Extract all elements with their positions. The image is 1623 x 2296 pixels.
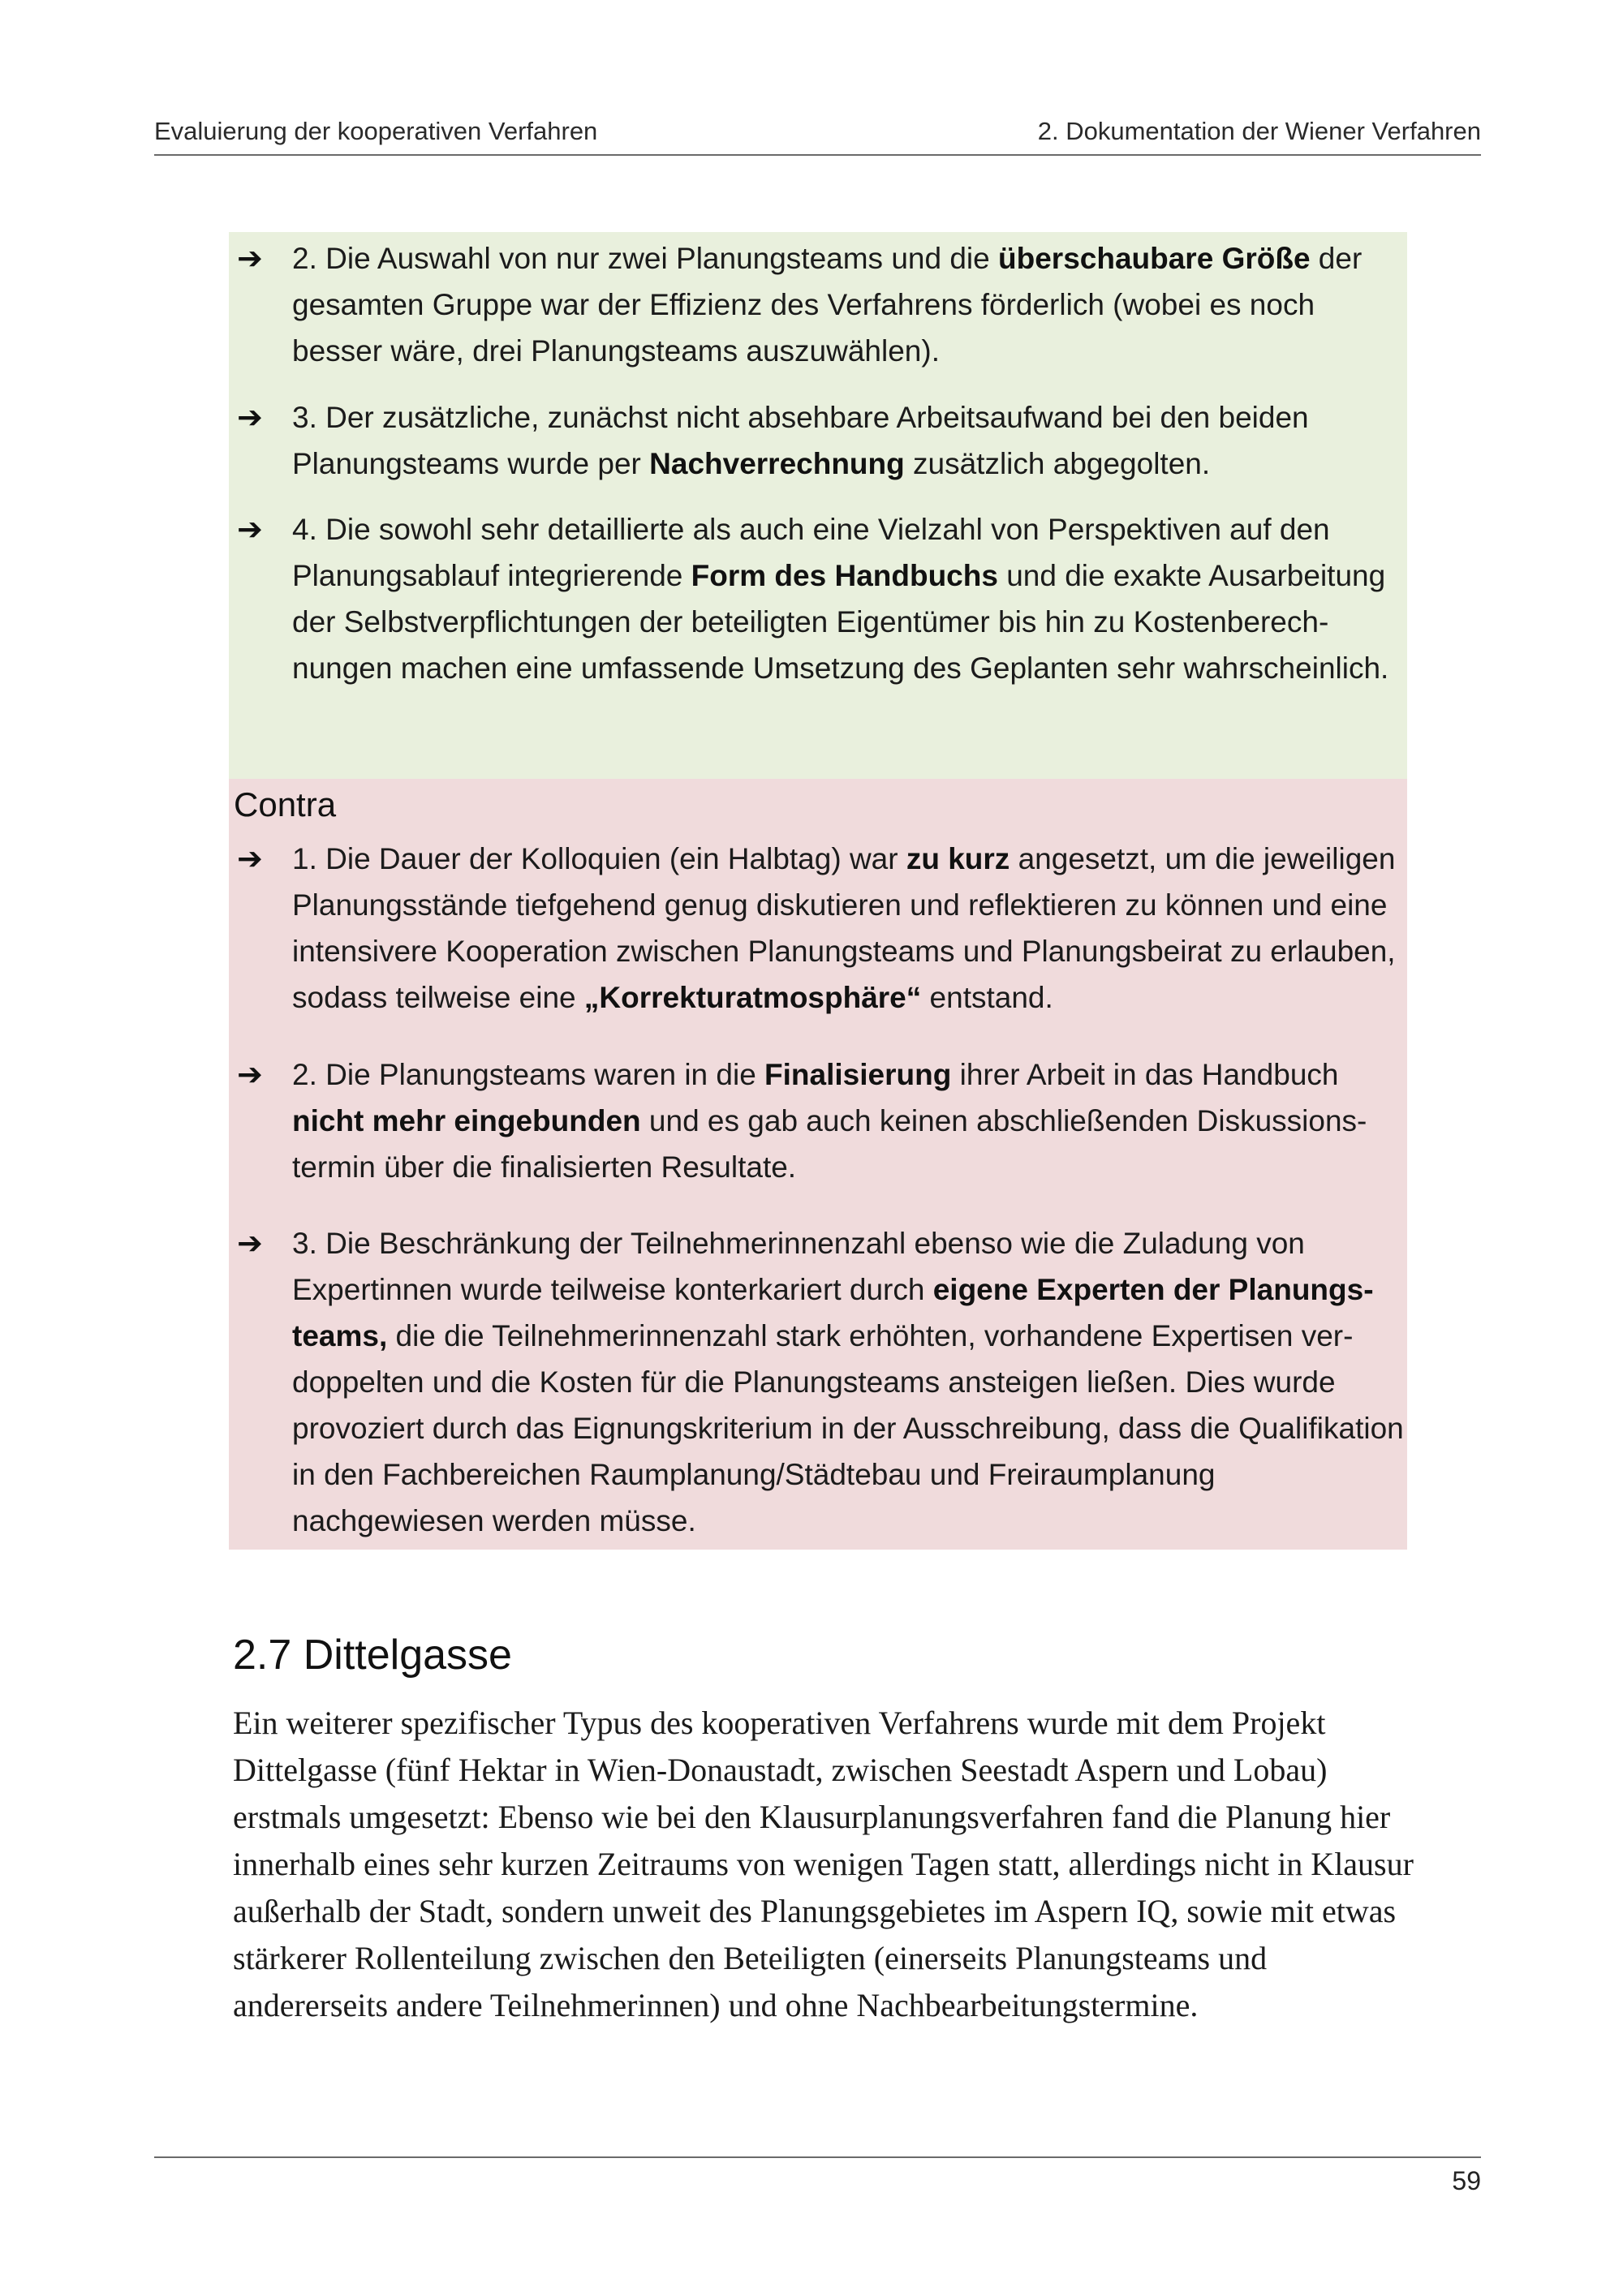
pro-item-text [292, 235, 1404, 374]
text-segment: ihrer Arbeit in das Handbuch [951, 1058, 1339, 1091]
contra-item-text [292, 1051, 1404, 1190]
page-number: 59 [1452, 2166, 1481, 2195]
emphasis-text: Form des Handbuchs [691, 559, 998, 592]
pro-item-text [292, 394, 1404, 487]
contra-item-text [292, 1220, 1404, 1544]
header-right-title: 2. Dokumentation der Wiener Verfahren [1037, 117, 1481, 145]
text-segment: entstand. [921, 981, 1053, 1014]
emphasis-text: Finalisierung [764, 1058, 952, 1091]
text-segment: 4. Die sowohl sehr detaillierte als auch eine Vielzahl von Perspektiven auf den Planungsablauf integrierende [292, 513, 1330, 592]
emphasis-text: nicht mehr eingebunden [292, 1104, 641, 1137]
arrow-right-icon: ➔ [237, 841, 263, 876]
text-segment: und die exakte Ausarbeitung der Selbstverpflichtungen der beteiligten Eigentümer bis hin zu Kostenberechnungen machen eine umfassende Umsetzung des Geplanten sehr wahrscheinlich. [292, 559, 1389, 685]
section-heading: 2.7 Dittelgasse [233, 1632, 512, 1679]
pro-item-text [292, 506, 1404, 691]
arrow-right-icon: ➔ [237, 399, 263, 435]
text-segment: und es gab auch keinen abschließenden Diskussionstermin über die finalisierten Resultate. [292, 1104, 1367, 1184]
emphasis-text: eigene Experten der Planungsteams, [292, 1273, 1374, 1352]
page-header [154, 112, 1481, 156]
text-segment: 2. Die Auswahl von nur zwei Planungsteams und die [292, 242, 999, 275]
arrow-right-icon: ➔ [237, 1056, 263, 1092]
text-segment: zusätzlich abgegolten. [904, 447, 1211, 480]
arrow-right-icon: ➔ [237, 1225, 263, 1261]
text-segment: 2. Die Planungsteams waren in die [292, 1058, 765, 1091]
emphasis-text: überschaubare Größe [998, 242, 1311, 275]
text-segment: angesetzt, um die jeweiligen Planungsstände tiefgehend genug diskutieren und reflektieren zu können und eine intensivere Kooperation zwischen Planungsteams und Planungsbeirat zu erlauben, sodass teilweise eine [292, 842, 1396, 1014]
contra-item-text [292, 836, 1404, 1021]
section-body-paragraph: Ein weiterer spezifischer Typus des kooperativen Verfahrens wurde mit dem Projekt Dittelgasse (fünf Hektar in Wien-Donaustadt, zwischen Seestadt Aspern und Lobau) erstmals umgesetzt: Ebenso wie bei den Klausurplanungsverfahren fand die Planung hier innerhalb eines sehr kurzen Zeitraums von wenigen Tagen statt, allerdings nicht in Klausur außerhalb der Stadt, sondern unweit des Planungsgebietes im Aspern IQ, sowie mit etwas stärkerer Rollenteilung zwischen den Beteiligten (einerseits Planungsteams und andererseits andere Teilnehmerinnen) und ohne Nachbearbeitungstermine. [233, 1705, 1414, 2023]
pro-box [229, 232, 1407, 779]
text-segment: 3. Die Beschränkung der Teilnehmerinnenzahl ebenso wie die Zuladung von Expertinnen wurde teilweise konterkariert durch [292, 1227, 1305, 1306]
arrow-right-icon: ➔ [237, 511, 263, 547]
header-left-title: Evaluierung der kooperativen Verfahren [154, 117, 598, 145]
arrow-right-icon: ➔ [237, 240, 263, 276]
text-segment: 3. Der zusätzliche, zunächst nicht absehbare Arbeitsaufwand bei den beiden Planungsteams wurde per [292, 401, 1309, 480]
emphasis-text: Nachverrechnung [649, 447, 905, 480]
text-segment: die die Teilnehmerinnenzahl stark erhöhten, vorhandene Expertisen verdoppelten und die Kosten für die Planungsteams ansteigen ließen. Dies wurde provoziert durch das Eignungskriterium in der Ausschreibung, dass die Qualifikation in den Fachbereichen Raumplanung/Städtebau und Freiraumplanung nachgewiesen werden müsse. [292, 1319, 1404, 1537]
emphasis-text: „Korrekturatmosphäre“ [583, 981, 922, 1014]
footer-divider [154, 2156, 1481, 2158]
contra-box [229, 779, 1407, 1550]
text-segment: der gesamten Gruppe war der Effizienz des Verfahrens förderlich (wobei es noch besser wäre, drei Planungsteams auszuwählen). [292, 242, 1363, 368]
text-segment: 1. Die Dauer der Kolloquien (ein Halbtag) war [292, 842, 906, 875]
contra-title: Contra [234, 785, 337, 823]
emphasis-text: zu kurz [906, 842, 1010, 875]
